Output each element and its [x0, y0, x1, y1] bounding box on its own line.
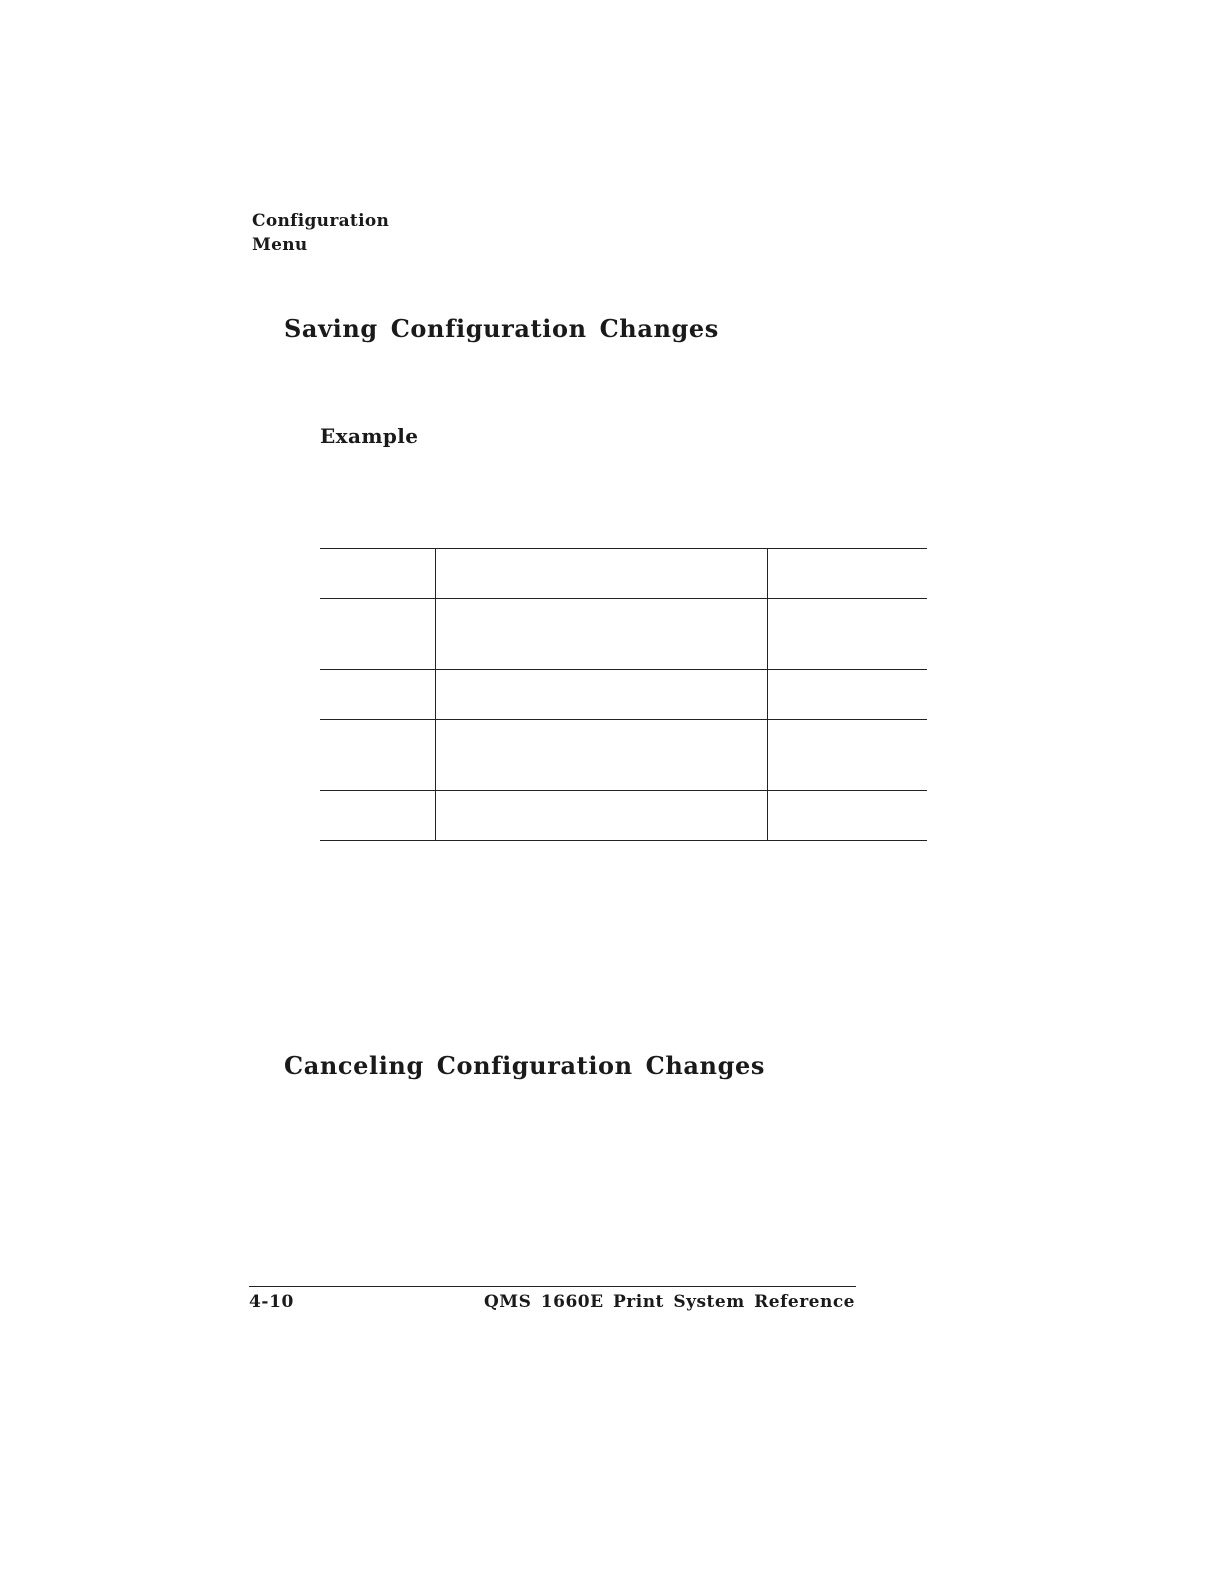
table-cell: [767, 720, 927, 791]
table-cell: [320, 791, 435, 841]
table-cell: [767, 549, 927, 599]
table-cell: [320, 720, 435, 791]
table-cell: [435, 670, 767, 720]
table-row: [320, 791, 927, 841]
table-row: [320, 720, 927, 791]
table-cell: [767, 670, 927, 720]
book-title: QMS 1660E Print System Reference: [483, 1292, 855, 1312]
table-cell: [767, 599, 927, 670]
table-cell: [767, 791, 927, 841]
table-cell: [320, 599, 435, 670]
footer-rule: [249, 1286, 856, 1287]
table-cell: [435, 791, 767, 841]
table-cell: [435, 720, 767, 791]
table-cell: [320, 549, 435, 599]
canceling-configuration-heading: Canceling Configuration Changes: [284, 1051, 765, 1080]
table-cell: [435, 599, 767, 670]
saving-configuration-heading: Saving Configuration Changes: [284, 314, 719, 343]
page-number: 4-10: [249, 1292, 294, 1312]
running-head-line-2: Menu: [252, 235, 308, 255]
table-cell: [320, 670, 435, 720]
example-table: [320, 548, 927, 841]
running-head: [252, 209, 389, 257]
running-head-line-1: Configuration: [252, 211, 390, 231]
example-heading: Example: [320, 424, 419, 448]
table-cell: [435, 549, 767, 599]
table-row: [320, 599, 927, 670]
table-row: [320, 670, 927, 720]
table-row: [320, 549, 927, 599]
